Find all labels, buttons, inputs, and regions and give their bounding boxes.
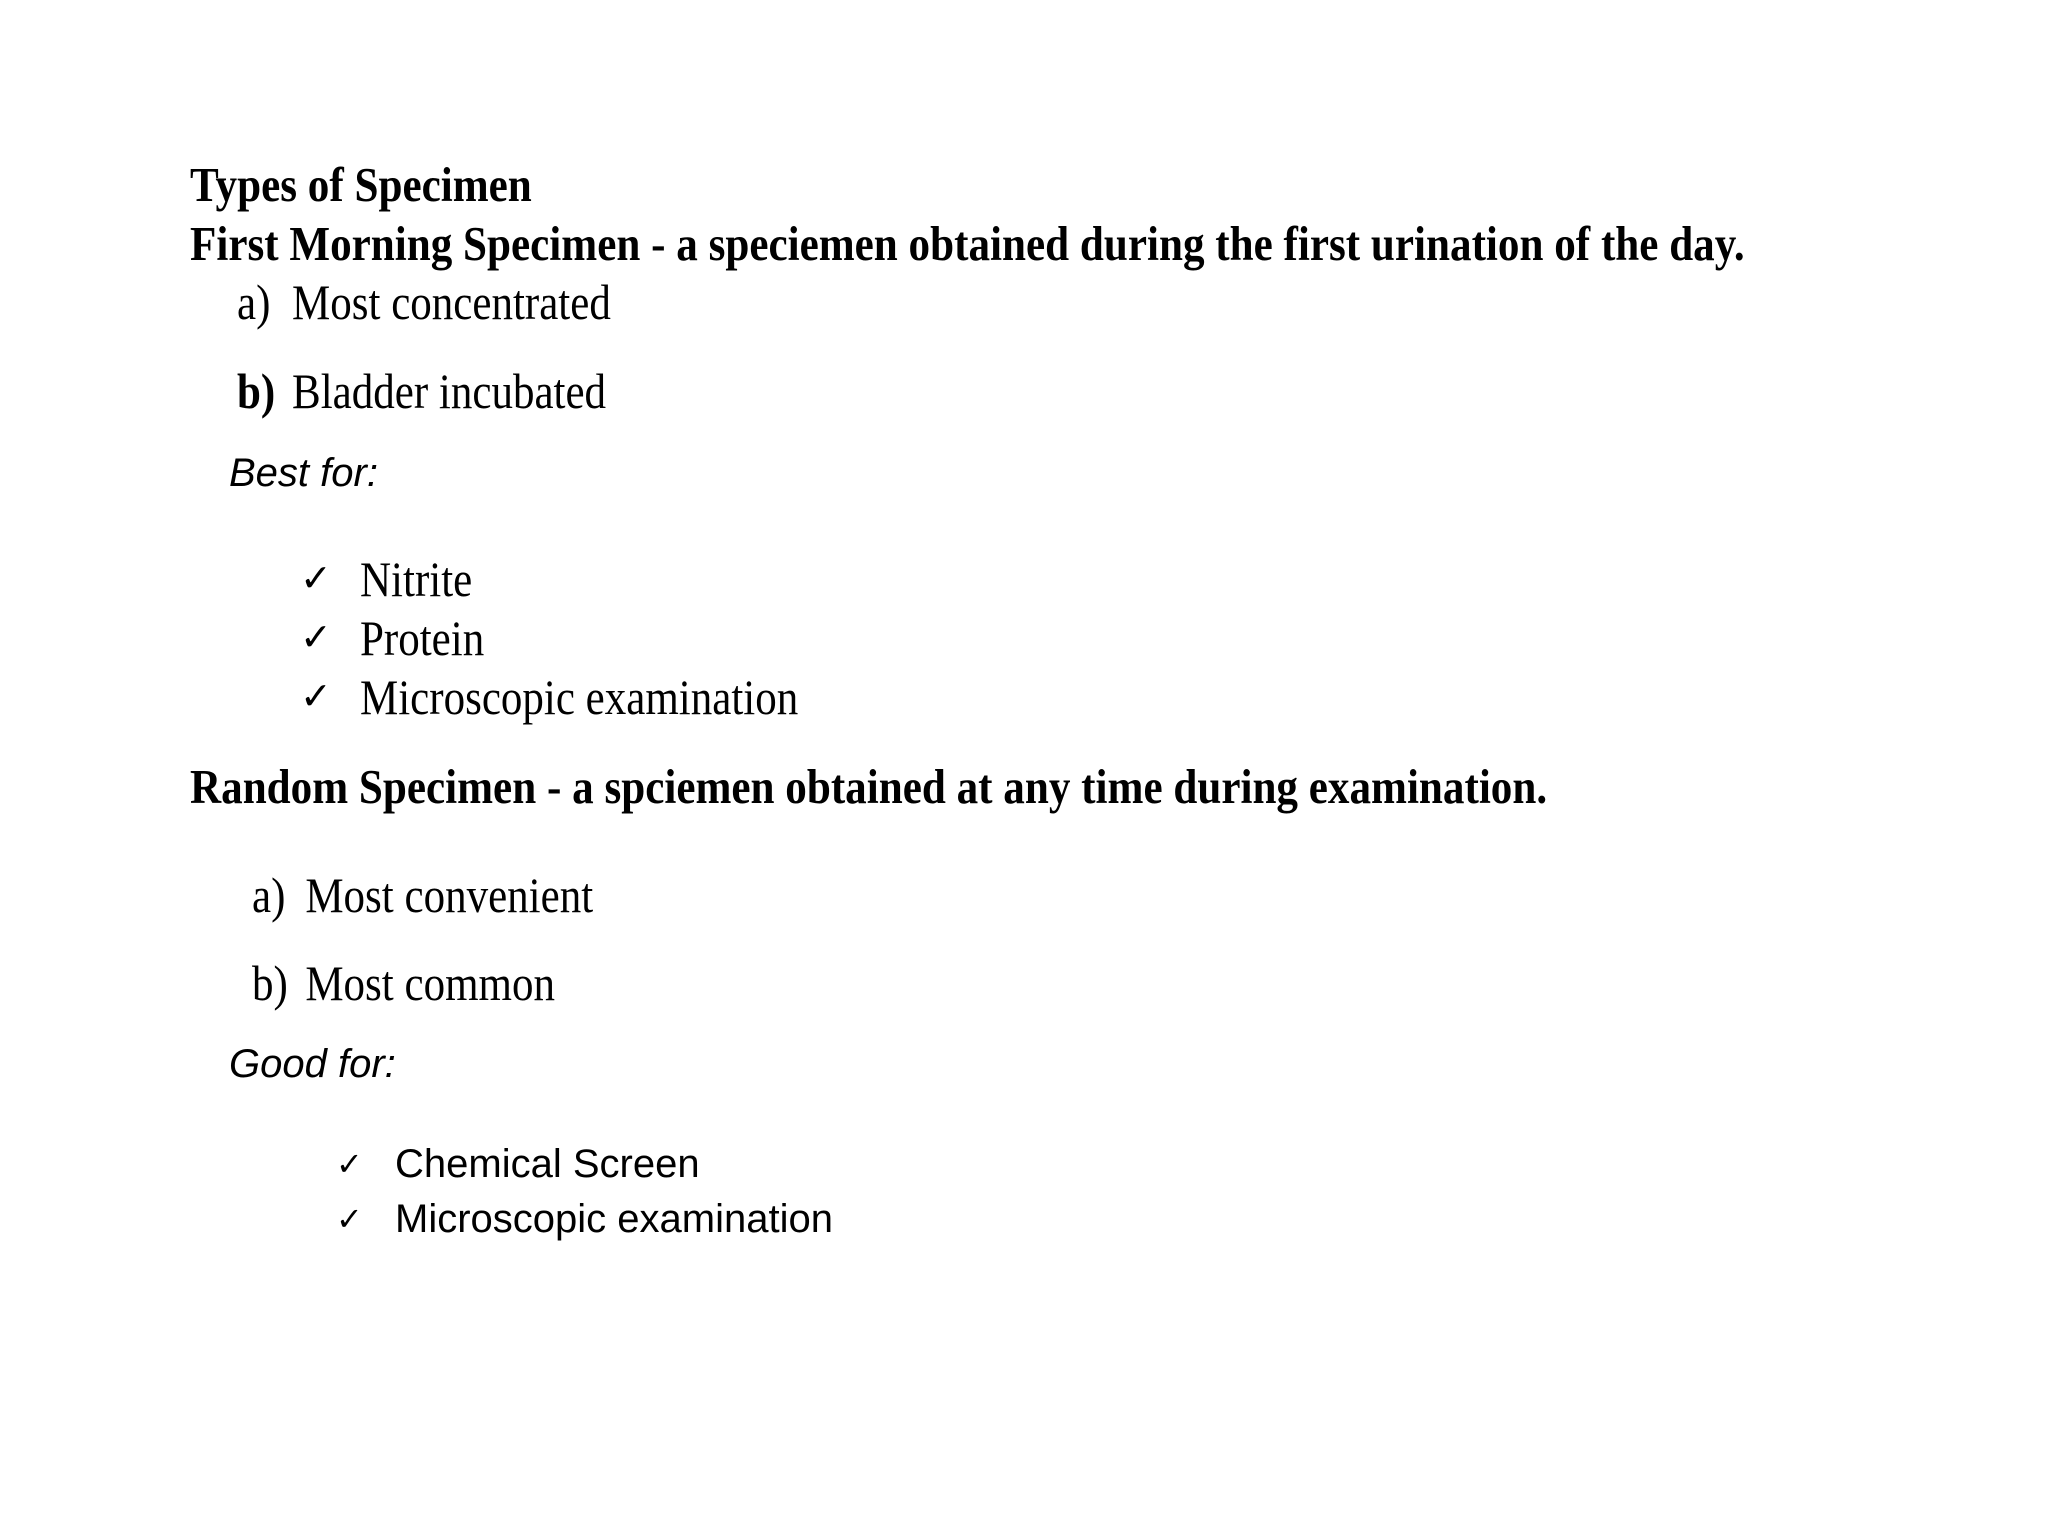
property-text: Most common: [305, 955, 555, 1011]
list-marker: b): [252, 955, 288, 1011]
list-marker: b): [237, 363, 276, 419]
random-property-b: [252, 955, 555, 1011]
check-icon: ✓: [300, 558, 332, 600]
good-for-item-text: Chemical Screen: [395, 1142, 700, 1186]
good-for-item-text: Microscopic examination: [395, 1197, 833, 1241]
check-icon: ✓: [336, 1201, 363, 1237]
list-marker: a): [252, 867, 286, 923]
random-heading: Random Specimen - a spciemen obtained at any time during examination.: [190, 759, 1548, 814]
best-for-label: Best for:: [229, 451, 378, 495]
best-for-item-text: Nitrite: [360, 551, 473, 607]
good-for-label: Good for:: [229, 1042, 396, 1086]
first-morning-property-b: [237, 363, 607, 419]
property-text: Bladder incubated: [292, 363, 607, 419]
first-morning-property-a: [237, 274, 611, 330]
property-text: Most convenient: [305, 867, 594, 923]
check-icon: ✓: [336, 1146, 363, 1182]
page-title: Types of Specimen: [190, 157, 532, 212]
first-morning-heading: First Morning Specimen - a speciemen obtained during the first urination of the day.: [190, 216, 1745, 271]
check-icon: ✓: [300, 676, 332, 718]
check-icon: ✓: [300, 617, 332, 659]
best-for-item-text: Protein: [360, 610, 485, 666]
list-marker: a): [237, 274, 271, 330]
random-property-a: [252, 867, 594, 923]
best-for-item-text: Microscopic examination: [360, 669, 799, 725]
property-text: Most concentrated: [292, 274, 611, 330]
